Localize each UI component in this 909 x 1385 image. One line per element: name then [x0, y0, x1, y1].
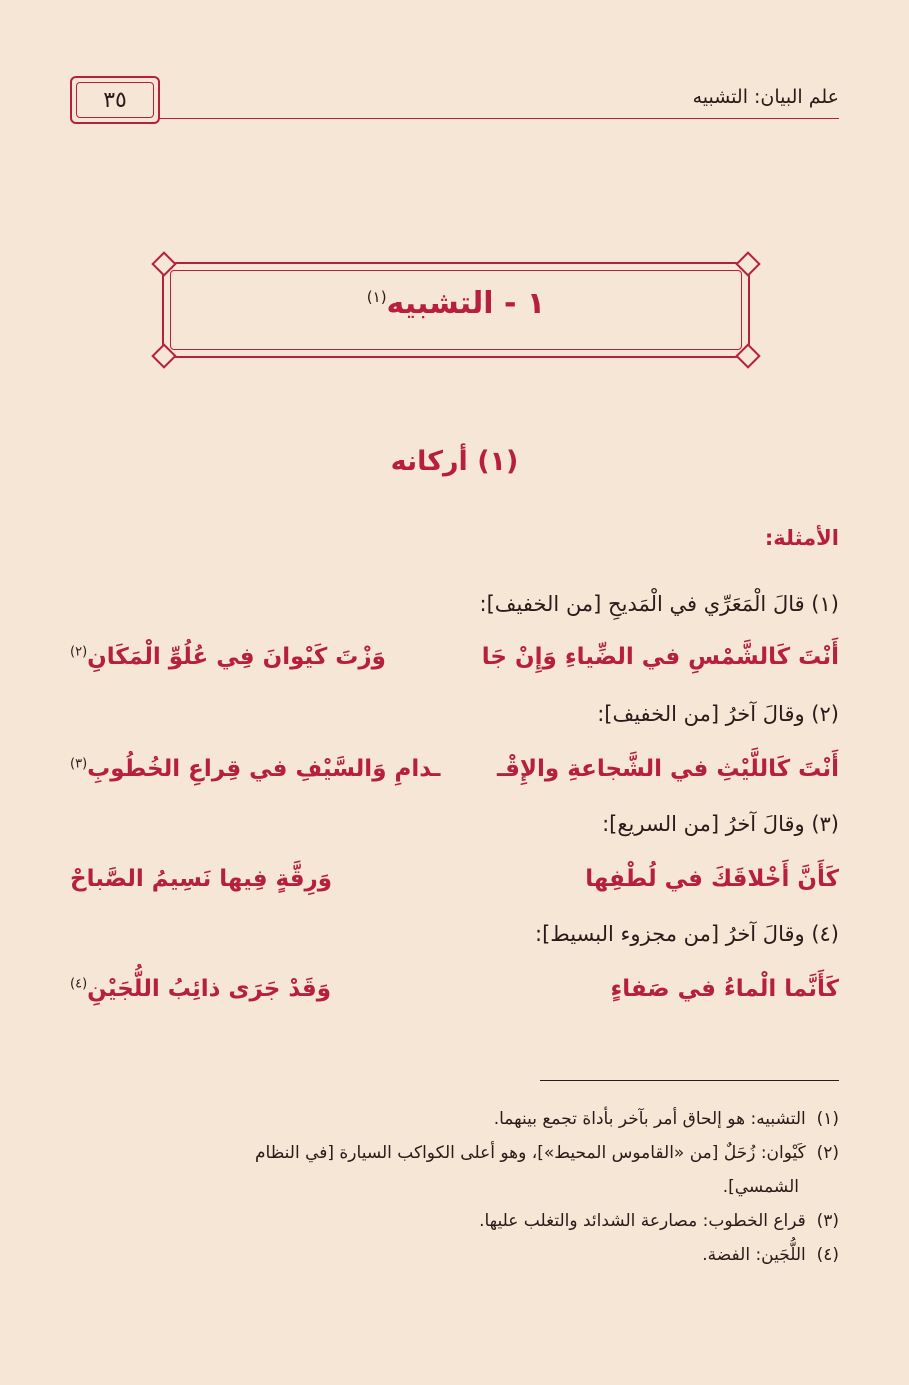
hemistich-text: وَقَدْ جَرَى ذائِبُ اللُّجَيْنِ	[87, 976, 332, 1002]
verse-line	[70, 756, 839, 796]
footnote-number: (٢)	[816, 1143, 839, 1163]
footnote-item	[70, 1204, 839, 1238]
running-title: علم البيان: التشبيه	[692, 86, 839, 108]
example-intro: (١) قالَ الْمَعَرِّي في الْمَديحِ [من الخفيف]:	[479, 592, 839, 616]
header-rule	[158, 118, 839, 119]
footnote-item	[70, 1136, 839, 1170]
verse-line	[70, 644, 839, 684]
verse-hemistich-second	[70, 756, 440, 782]
footnote-ref: (٢)	[70, 644, 88, 660]
chapter-title-text: ١ - التشبيه	[386, 286, 546, 321]
chapter-title-frame	[162, 262, 750, 358]
chapter-title	[164, 286, 748, 321]
examples-heading: الأمثلة:	[764, 526, 839, 550]
footnote-number: (٣)	[816, 1211, 839, 1231]
verse-hemistich-second: وَرِقَّةٍ فِيها نَسِيمُ الصَّباحْ	[70, 866, 333, 892]
footnote-number: (١)	[816, 1109, 839, 1129]
footnote-separator	[540, 1080, 839, 1081]
footnote-item	[70, 1102, 839, 1136]
page-number: ٣٥	[103, 87, 127, 113]
verse-line	[70, 866, 839, 906]
example-intro: (٤) وقالَ آخرُ [من مجزوء البسيط]:	[535, 922, 839, 946]
footnote-continuation: الشمسي].	[722, 1177, 799, 1197]
example-intro: (٢) وقالَ آخرُ [من الخفيف]:	[597, 702, 839, 726]
page-number-box	[70, 76, 160, 124]
footnote-text: قراع الخطوب: مصارعة الشدائد والتغلب عليها.	[479, 1211, 806, 1231]
footnote-text: كَيْوان: زُحَلٌ [من «القاموس المحيط»]، وهو أعلى الكواكب السيارة [في النظام	[254, 1143, 806, 1163]
verse-hemistich-second	[70, 644, 386, 670]
verse-line	[70, 976, 839, 1016]
footnote-text: التشبيه: هو إلحاق أمر بآخر بأداة تجمع بينهما.	[493, 1109, 806, 1129]
example-intro: (٣) وقالَ آخرُ [من السريع]:	[602, 812, 839, 836]
verse-hemistich-first: كَأَنَّما الْماءُ في صَفاءٍ	[610, 976, 839, 1002]
footnote-number: (٤)	[816, 1245, 839, 1265]
verse-hemistich-first: أَنْتَ كَاللَّيْثِ في الشَّجاعةِ والإِقْـ	[496, 756, 839, 782]
section-title: (١) أركانه	[390, 446, 519, 477]
hemistich-text: وَزْتَ كَيْوانَ فِي عُلُوِّ الْمَكَانِ	[87, 644, 386, 670]
footnote-ref: (٤)	[70, 976, 88, 992]
footnote-item	[70, 1238, 839, 1272]
verse-hemistich-second	[70, 976, 331, 1002]
footnotes	[70, 1102, 839, 1272]
verse-hemistich-first: كَأَنَّ أَخْلاقَكَ في لُطْفِها	[585, 866, 839, 892]
verse-hemistich-first: أَنْتَ كَالشَّمْسِ في الضِّياءِ وَإِنْ جَا	[481, 644, 839, 670]
footnote-text: اللُّجَين: الفضة.	[702, 1245, 806, 1265]
chapter-footnote-ref: (١)	[366, 288, 387, 306]
hemistich-text: ـدامِ وَالسَّيْفِ في قِراعِ الخُطُوبِ	[87, 756, 441, 782]
footnote-ref: (٣)	[70, 756, 88, 772]
